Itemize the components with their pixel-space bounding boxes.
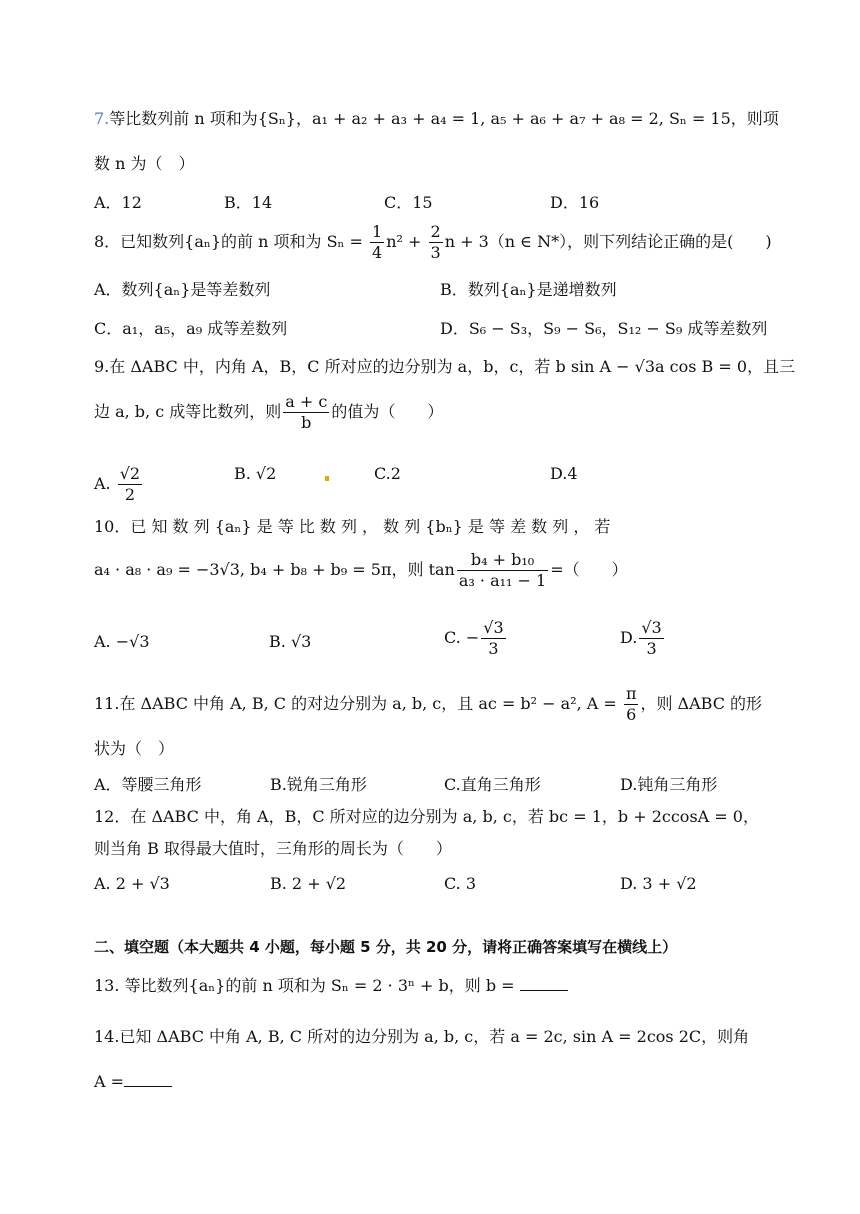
q12-choices bbox=[94, 874, 768, 898]
q12-choice-d: D. 3 + √2 bbox=[620, 874, 697, 893]
q9-choice-a-frac bbox=[118, 464, 142, 505]
q11-choice-c: C.直角三角形 bbox=[444, 775, 541, 794]
q10-choice-a bbox=[94, 632, 150, 651]
q9-frac-num: a + c bbox=[285, 392, 328, 411]
q8-frac2-den: 3 bbox=[430, 243, 441, 262]
q8-frac2-num: 2 bbox=[430, 222, 441, 241]
q8-line1 bbox=[94, 222, 772, 263]
q9-choice-c: C.2 bbox=[374, 464, 401, 483]
q8-frac1-num: 1 bbox=[372, 222, 383, 241]
q11-frac-den: 6 bbox=[626, 705, 637, 724]
q11-line1 bbox=[94, 684, 768, 725]
q11-choice-b: B.锐角三角形 bbox=[270, 775, 367, 794]
q7-choice-d: D．16 bbox=[550, 193, 600, 212]
q10-frac-num: b₄ + b₁₀ bbox=[457, 550, 548, 571]
q13-line bbox=[94, 974, 768, 997]
q12-choice-a: A. 2 + √3 bbox=[94, 874, 170, 893]
q11-stem-b: ，则 ΔABC 的形 bbox=[640, 694, 763, 713]
q9-choices bbox=[94, 452, 768, 504]
q10-choice-c bbox=[444, 618, 508, 659]
q10-frac bbox=[457, 550, 548, 591]
marker-dot bbox=[325, 476, 329, 481]
q8-frac1-den: 4 bbox=[372, 243, 383, 262]
q10-stem-b: =（ ） bbox=[550, 560, 628, 579]
q9-choice-a bbox=[94, 464, 144, 505]
q7-choices bbox=[94, 190, 768, 214]
q10-choice-d bbox=[620, 618, 666, 659]
q10-choice-d-label: D. bbox=[620, 628, 638, 647]
q12-choice-c: C. 3 bbox=[444, 874, 477, 893]
q10-choice-b-text: √3 bbox=[290, 632, 312, 651]
q7-number: 7. bbox=[94, 109, 110, 128]
q10-choice-d-den: 3 bbox=[646, 639, 657, 658]
q8-choice-c: C．a₁，a₅，a₉ 成等差数列 bbox=[94, 319, 288, 338]
q11-line2: 状为（ ） bbox=[94, 739, 175, 758]
q11-choices bbox=[94, 772, 768, 796]
q10-choices bbox=[94, 618, 768, 668]
q12-line2: 则当角 B 取得最大值时，三角形的周长为（ ） bbox=[94, 839, 452, 858]
q10-choice-d-num: √3 bbox=[641, 618, 662, 637]
q10-choice-c-neg: − bbox=[465, 628, 480, 647]
q14-answer-blank[interactable] bbox=[124, 1070, 172, 1087]
q14-stem: A = bbox=[94, 1072, 125, 1091]
q10-choice-b-label: B. bbox=[269, 632, 286, 651]
q10-choice-d-frac bbox=[639, 618, 663, 659]
q10-choice-c-frac bbox=[481, 618, 505, 659]
q8-choice-a: A．数列{aₙ}是等差数列 bbox=[94, 280, 271, 299]
q11-choice-a: A．等腰三角形 bbox=[94, 775, 202, 794]
q8-choices-row1 bbox=[94, 277, 768, 301]
q10-frac-den: a₃ · a₁₁ − 1 bbox=[458, 571, 547, 590]
q10-choice-b bbox=[269, 632, 311, 651]
q9-choice-b: B. √2 bbox=[234, 464, 277, 483]
q10-choice-c-label: C. bbox=[444, 628, 461, 647]
q9-choice-a-den: 2 bbox=[124, 485, 136, 504]
section-heading: 二、填空题（本大题共 4 小题，每小题 5 分，共 20 分，请将正确答案填写在横线上） bbox=[94, 938, 678, 956]
q11-choice-d: D.钝角三角形 bbox=[620, 775, 718, 794]
q9-choice-d: D.4 bbox=[550, 464, 578, 483]
q8-frac1 bbox=[370, 222, 384, 263]
q8-choices-row2 bbox=[94, 316, 768, 340]
q8-choice-d: D．S₆ − S₃，S₉ − S₆，S₁₂ − S₉ 成等差数列 bbox=[440, 319, 768, 338]
q9-line1: 9.在 ΔABC 中，内角 A，B，C 所对应的边分别为 a，b，c，若 b sin A − √3a cos B = 0，且三 bbox=[94, 357, 796, 376]
q7-line2: 数 n 为（ ） bbox=[94, 154, 195, 173]
q9-line2 bbox=[94, 392, 768, 433]
q8-frac2 bbox=[429, 222, 443, 263]
q9-choice-a-num: √2 bbox=[119, 464, 141, 483]
q14-line2 bbox=[94, 1070, 768, 1093]
q8-choice-b: B．数列{aₙ}是递增数列 bbox=[440, 280, 617, 299]
q13-stem: 13. 等比数列{aₙ}的前 n 项和为 Sₙ = 2 · 3ⁿ + b，则 b = bbox=[94, 976, 515, 995]
q9-stem-b: 的值为（ ） bbox=[331, 402, 444, 421]
q7-choice-a: A．12 bbox=[94, 193, 142, 212]
q12-line1: 12．在 ΔABC 中，角 A，B，C 所对应的边分别为 a, b, c，若 bc = 1，b + 2ccosA = 0， bbox=[94, 807, 759, 826]
q9-stem-a: 边 a, b, c 成等比数列，则 bbox=[94, 402, 282, 421]
q10-line2 bbox=[94, 550, 768, 591]
q9-choice-a-label: A. bbox=[94, 474, 111, 493]
q10-choice-a-label: A. bbox=[94, 632, 111, 651]
q9-frac-den: b bbox=[301, 413, 312, 432]
q10-choice-c-den: 3 bbox=[488, 639, 499, 658]
q7-line1 bbox=[94, 108, 779, 130]
q9-frac bbox=[283, 392, 329, 433]
q7-choice-c: C．15 bbox=[384, 193, 433, 212]
q13-answer-blank[interactable] bbox=[520, 974, 568, 991]
q8-stem-b: n² + bbox=[386, 232, 427, 251]
q11-frac bbox=[624, 684, 639, 725]
q12-choice-b: B. 2 + √2 bbox=[270, 874, 347, 893]
q7-choice-b: B．14 bbox=[224, 193, 273, 212]
q7-stem: 等比数列前 n 项和为{Sₙ}，a₁ + a₂ + a₃ + a₄ = 1, a₅ + a₆ + a₇ + a₈ = 2, Sₙ = 15，则项 bbox=[109, 109, 779, 128]
q10-line1: 10．已 知 数 列 {aₙ} 是 等 比 数 列 ， 数 列 {bₙ} 是 等 差 数 列 ， 若 bbox=[94, 517, 611, 536]
q10-choice-c-num: √3 bbox=[483, 618, 504, 637]
q10-choice-a-text: −√3 bbox=[115, 632, 150, 651]
q11-stem-a: 11.在 ΔABC 中角 A, B, C 的对边分别为 a, b, c，且 ac = b² − a², A = bbox=[94, 694, 622, 713]
q10-stem-a: a₄ · a₈ · a₉ = −3√3, b₄ + b₈ + b₉ = 5π，则 tan bbox=[94, 560, 455, 579]
q11-frac-num: π bbox=[625, 684, 637, 703]
q14-line1: 14.已知 ΔABC 中角 A, B, C 所对的边分别为 a, b, c，若 a = 2c, sin A = 2cos 2C，则角 bbox=[94, 1027, 750, 1046]
q8-stem-c: n + 3（n ∈ N*），则下列结论正确的是( ) bbox=[444, 232, 772, 251]
q8-stem-a: 8．已知数列{aₙ}的前 n 项和为 Sₙ = bbox=[94, 232, 369, 251]
